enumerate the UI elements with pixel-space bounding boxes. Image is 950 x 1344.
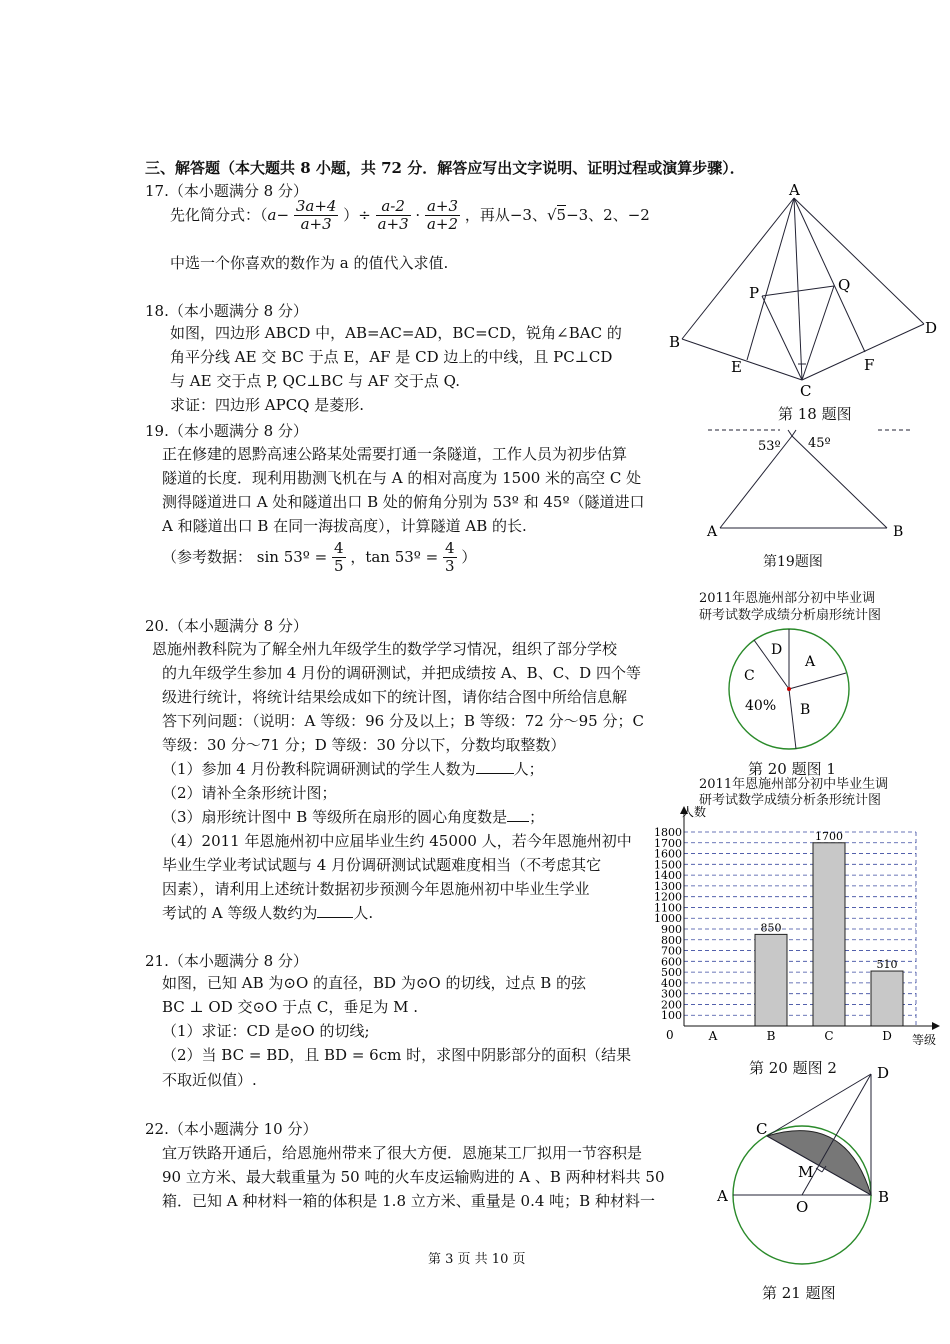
q17-prefix: 先化简分式：（ [170, 205, 268, 224]
q21-header: 21.（本小题满分 8 分） [145, 952, 308, 970]
q21-figure-caption: 第 21 题图 [762, 1284, 836, 1302]
q20-line-1: 恩施州教科院为了解全州九年级学生的数学学习情况，组织了部分学校 [152, 640, 618, 658]
pie-title-line-2: 研考试数学成绩分析扇形统计图 [699, 608, 882, 623]
q19-header: 19.（本小题满分 8 分） [145, 422, 308, 440]
q21-line-1: 如图，已知 AB 为⊙O 的直径，BD 为⊙O 的切线，过点 B 的弦 [162, 974, 587, 992]
bar-y-tick-label: 1300 [654, 879, 682, 893]
pie-caption: 第 20 题图 1 [748, 760, 836, 778]
bar-x-axis-arrow-icon [932, 1022, 940, 1030]
q21-line-2: BC ⊥ OD 交⊙O 于点 C，垂足为 M . [162, 998, 419, 1016]
q20-sub3 [162, 806, 544, 828]
bar-y-tick-labels [654, 826, 682, 1022]
q20-sub4-line-1: （4）2011 年恩施州初中应届毕业生约 45000 人，若今年恩施州初中 [162, 832, 632, 850]
q19-angle-45: 45º [808, 436, 831, 451]
q18-line-1: 如图，四边形 ABCD 中，AB=AC=AD，BC=CD，锐角∠BAC 的 [170, 324, 622, 342]
bar-title-line-1: 2011年恩施州部分初中毕业生调 [699, 777, 889, 792]
q17-divide: ）÷ [343, 205, 371, 224]
q17-fraction-1 [294, 198, 339, 234]
bar-y-tick-label: 1000 [654, 912, 682, 926]
section-title: 三、解答题（本大题共 8 小题，共 72 分．解答应写出文字说明、证明过程或演算步骤）． [145, 159, 745, 177]
q21-label-d: D [877, 1064, 890, 1082]
q18-label-p: P [749, 284, 760, 302]
q17-f3-den: a+2 [426, 215, 459, 234]
q20-line-4: 答下列问题：（说明：A 等级：96 分及以上；B 等级：72 分～95 分；C [162, 712, 644, 730]
q17-f1-den: a+3 [300, 215, 332, 234]
pie-label-a: A [805, 654, 816, 670]
q19-reference [162, 540, 476, 576]
q20-sub1-end: 人； [513, 760, 544, 778]
pie-label-percent: 40% [745, 698, 777, 714]
q21-label-b: B [878, 1188, 890, 1206]
q20-sub3-text: （3）扇形统计图中 B 等级所在扇形的圆心角度数是 [162, 808, 508, 826]
q17-f3-num: a+3 [426, 197, 459, 215]
bar-y-tick-label: 800 [661, 933, 682, 947]
q18-header: 18.（本小题满分 8 分） [145, 302, 308, 320]
q18-line-4: 求证：四边形 APCQ 是菱形. [170, 396, 365, 414]
q19-ref-prefix: （参考数据： [162, 547, 253, 566]
q20-header: 20.（本小题满分 8 分） [145, 617, 308, 635]
bar-x-category-labels [708, 1029, 892, 1043]
q17-var-a: a [267, 205, 277, 224]
q19-sin-num: 4 [333, 539, 344, 557]
pie-title-line-1: 2011年恩施州部分初中毕业调 [699, 591, 876, 606]
q17-f2-num: a-2 [376, 198, 411, 216]
pie-label-c: C [744, 668, 755, 684]
q19-line-2: 隧道的长度．现利用勘测飞机在与 A 的相对高度为 1500 米的高空 C 处 [162, 469, 642, 487]
bar-y-tick-label: 1500 [654, 858, 682, 872]
q18-figure [660, 178, 950, 423]
q20-sub1-text: （1）参加 4 月份教科院调研测试的学生人数为 [162, 760, 476, 778]
q22-line-1: 宜万铁路开通后，给恩施州带来了很大方便．恩施某工厂拟用一节容积是 [162, 1144, 643, 1162]
q21-line-5: 不取近似值）. [162, 1071, 257, 1089]
bar-y-tick-label: 1700 [654, 836, 682, 850]
q19-tan-den: 3 [444, 557, 455, 576]
bar-category-A: A [708, 1029, 718, 1043]
pie-label-b: B [800, 702, 811, 718]
q22-line-3: 箱．已知 A 种材料一箱的体积是 1.8 立方米、重量是 0.4 吨；B 种材料一 [162, 1192, 655, 1210]
q17-header: 17.（本小题满分 8 分） [145, 182, 308, 200]
bar-y-tick-label: 1200 [654, 890, 682, 904]
bar-category-C: C [824, 1029, 834, 1043]
q17-dot: · [415, 205, 421, 224]
q20-sub3-blank[interactable] [507, 807, 529, 822]
q19-line-3: 测得隧道进口 A 处和隧道出口 B 处的俯角分别为 53º 和 45º（隧道进口 [162, 493, 645, 511]
q22-line-2: 90 立方米、最大载重量为 50 吨的火车皮运输购进的 A 、B 两种材料共 50 [162, 1168, 665, 1186]
pie-center [787, 687, 791, 691]
q17-fraction-2 [376, 198, 411, 234]
q18-label-d: D [925, 319, 938, 337]
q22-header: 22.（本小题满分 10 分） [145, 1120, 318, 1138]
q19-line-4: A 和隧道出口 B 在同一海拔高度），计算隧道 AB 的长. [162, 517, 527, 535]
bar-D [871, 971, 903, 1026]
q19-figure [700, 422, 915, 547]
q19-sin-den: 5 [333, 557, 344, 576]
q19-ref-suffix: ） [461, 547, 477, 566]
bar-C [813, 843, 845, 1026]
q19-label-b: B [893, 524, 904, 540]
q18-label-f: F [864, 356, 875, 374]
q17-f2-den: a+3 [377, 215, 409, 234]
q21-label-a: A [717, 1187, 728, 1205]
pie-label-d: D [771, 642, 783, 658]
q20-sub2: （2）请补全条形统计图； [162, 784, 337, 802]
q21-label-m: M [798, 1163, 814, 1181]
q21-figure [712, 1062, 902, 1282]
q20-sub4-end: 人. [353, 904, 374, 922]
q18-label-a: A [789, 181, 800, 199]
q20-line-5: 等级：30 分～71 分；D 等级：30 分以下，分数均取整数） [162, 736, 566, 754]
q17-suffix2: −3、2、−2 [566, 205, 650, 224]
q17-sqrt-value: 5 [556, 205, 567, 224]
q19-tan-fraction [443, 540, 457, 576]
q20-sub4-line-2: 毕业生学业考试试题与 4 月份调研测试试题难度相当（不考虑其它 [162, 856, 602, 874]
q19-figure-caption: 第19题图 [763, 554, 823, 570]
bar-caption: 第 20 题图 2 [749, 1059, 837, 1077]
bar-y-tick-label: 1100 [654, 901, 682, 915]
q21-shaded-region [767, 1131, 871, 1195]
q18-line-3: 与 AE 交于点 P, QC⊥BC 与 AF 交于点 Q. [170, 372, 460, 390]
q17-f1-num: 3a+4 [295, 197, 337, 215]
q19-sin-fraction [332, 540, 346, 576]
bar-category-B: B [766, 1029, 776, 1043]
bar-title-line-2: 研考试数学成绩分析条形统计图 [699, 793, 882, 808]
q20-sub1 [162, 758, 544, 780]
q18-label-c: C [800, 382, 812, 400]
q18-label-q: Q [838, 276, 851, 294]
q19-tan-label: ，tan 53º = [350, 547, 439, 566]
bar-y-tick-label: 600 [661, 955, 682, 969]
q21-label-c: C [756, 1120, 768, 1138]
bar-origin-label: 0 [666, 1028, 674, 1042]
bar-data-label-B: 850 [760, 921, 782, 935]
q17-expression [170, 198, 650, 234]
bar-y-tick-label: 400 [661, 976, 682, 990]
bar-y-tick-label: 500 [661, 966, 682, 980]
q17-fraction-3 [425, 198, 460, 234]
q19-tan-num: 4 [444, 539, 455, 557]
q20-line-2: 的九年级学生参加 4 月份的调研测试，并把成绩按 A、B、C、D 四个等 [162, 664, 641, 682]
q17-suffix: ，再从−3、 [464, 205, 547, 224]
q17-line2: 中选一个你喜欢的数作为 a 的值代入求值. [170, 254, 449, 272]
bar-x-axis-label: 等级 [912, 1033, 937, 1047]
q18-figure-caption: 第 18 题图 [778, 405, 852, 423]
q19-line-1: 正在修建的恩黔高速公路某处需要打通一条隧道，工作人员为初步估算 [162, 445, 628, 463]
bar-data-label-D: 510 [876, 958, 898, 972]
bar-category-D: D [882, 1029, 892, 1043]
q21-line-3: （1）求证：CD 是⊙O 的切线; [162, 1022, 370, 1040]
bar-chart [636, 800, 946, 1050]
q17-sqrt-icon: √ [546, 205, 557, 224]
q18-label-e: E [731, 358, 742, 376]
q20-sub1-blank[interactable] [476, 759, 514, 774]
q20-sub4-text: 考试的 A 等级人数约为 [162, 904, 318, 922]
q20-sub4-line-4 [162, 902, 373, 924]
q18-label-b: B [669, 333, 681, 351]
q21-line-4: （2）当 BC = BD，且 BD = 6cm 时，求图中阴影部分的面积（结果 [162, 1046, 632, 1064]
bar-y-tick-label: 900 [661, 923, 682, 936]
bar-y-tick-label: 1800 [654, 826, 682, 839]
q19-label-a: A [707, 524, 718, 540]
bar-y-tick-label: 1600 [654, 847, 682, 861]
q20-sub3-end: ； [529, 808, 545, 826]
pie-chart [724, 626, 854, 752]
q17-minus: − [276, 205, 290, 224]
q20-sub4-line-3: 因素），请利用上述统计数据初步预测今年恩施州初中毕业生学业 [162, 880, 590, 898]
q19-angle-53: 53º [758, 439, 781, 454]
q21-label-o: O [796, 1198, 809, 1216]
bar-y-tick-label: 200 [661, 998, 682, 1012]
bar-y-tick-label: 1400 [654, 869, 682, 883]
q18-line-2: 角平分线 AE 交 BC 于点 E，AF 是 CD 边上的中线，且 PC⊥CD [170, 348, 613, 366]
bar-data-label-C: 1700 [815, 829, 843, 843]
q20-line-3: 级进行统计，将统计结果绘成如下的统计图，请你结合图中所给信息解 [162, 688, 628, 706]
bar-B [755, 934, 787, 1026]
page-footer: 第 3 页 共 10 页 [428, 1252, 526, 1267]
bar-y-tick-label: 700 [661, 944, 682, 958]
bar-y-axis-label: 人数 [682, 805, 707, 819]
bar-y-tick-label: 300 [661, 987, 682, 1001]
q19-sin-label: sin 53º = [256, 547, 328, 566]
bar-y-tick-label: 100 [661, 1009, 682, 1023]
q20-sub4-blank[interactable] [317, 903, 353, 918]
